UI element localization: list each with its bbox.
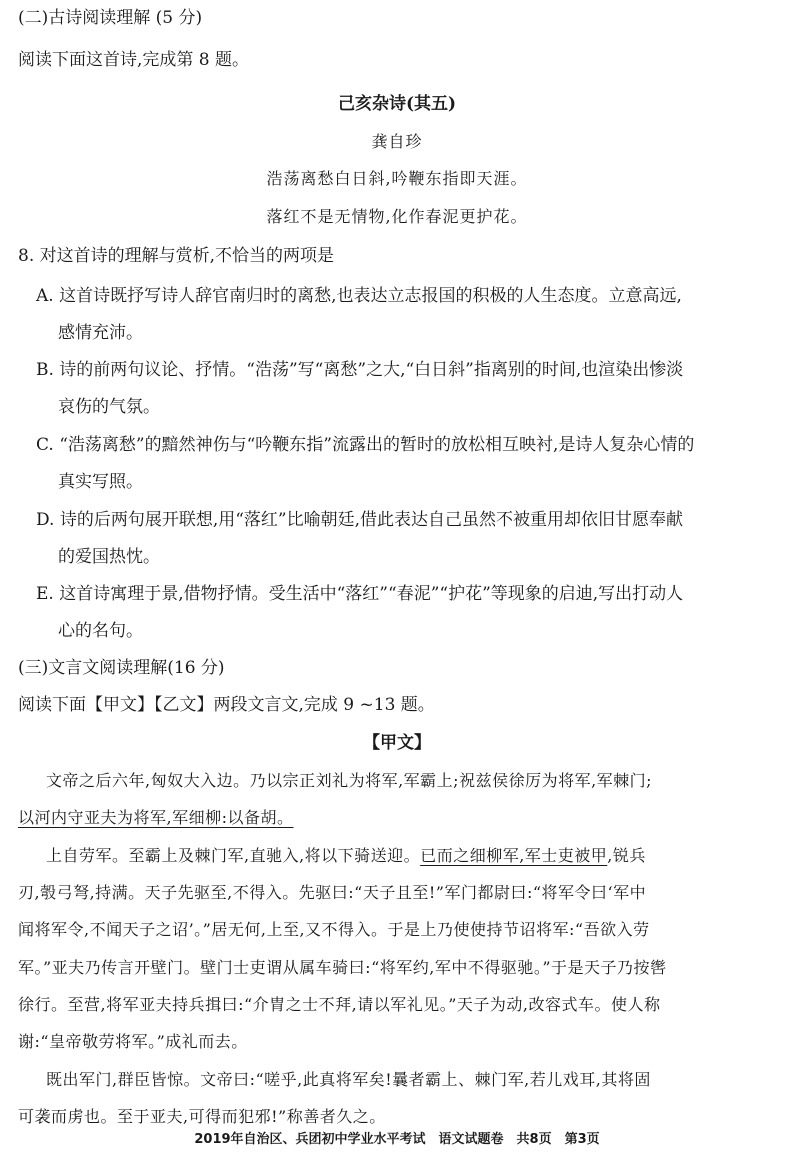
jia-p1-line-2: 以河内守亚夫为将军,军细柳:以备胡。 <box>18 808 294 827</box>
section-3-header: (三)文言文阅读理解(16 分) <box>18 658 225 678</box>
jia-p2-underlined-sentence: 已而之细柳军,军士吏被甲 <box>420 846 608 865</box>
jia-wen-title: 【甲文】 <box>363 733 431 753</box>
jia-p2-line-4: 军。”亚夫乃传言开壁门。壁门士吏谓从属车骑曰:“将军约,军中不得驱驰。”于是天子乃按辔 <box>18 958 667 977</box>
poem-author: 龚自珍 <box>371 132 423 151</box>
option-b-line-2: 哀伤的气氛。 <box>58 397 160 417</box>
jia-p2-line-5: 徐行。至营,将军亚夫持兵揖曰:“介胄之士不拜,请以军礼见。”天子为动,改容式车。使人称 <box>18 995 661 1014</box>
option-b-line-1: B. 诗的前两句议论、抒情。“浩荡”写“离愁”之大,“白日斜”指离别的时间,也渲染出惨淡 <box>36 360 684 380</box>
section-2-header: (二)古诗阅读理解 (5 分) <box>18 8 203 28</box>
jia-p2-line-1-pre: 上自劳军。至霸上及棘门军,直驰入,将以下骑送迎。 <box>46 846 421 865</box>
jia-p2-line-1-post: ,锐兵 <box>607 846 646 865</box>
poem-line-1: 浩荡离愁白日斜,吟鞭东指即天涯。 <box>266 169 528 188</box>
option-e-line-2: 心的名句。 <box>58 621 143 641</box>
option-c-line-1: C. “浩荡离愁”的黯然神伤与“吟鞭东指”流露出的暂时的放松相互映衬,是诗人复杂心情的 <box>36 435 695 455</box>
poem-line-2: 落红不是无情物,化作春泥更护花。 <box>266 207 528 226</box>
jia-p1-line-1: 文帝之后六年,匈奴大入边。乃以宗正刘礼为将军,军霸上;祝兹侯徐厉为将军,军棘门; <box>46 771 653 790</box>
option-d-line-2: 的爱国热忱。 <box>58 547 160 567</box>
question-8-stem: 8. 对这首诗的理解与赏析,不恰当的两项是 <box>18 246 335 266</box>
option-e-line-1: E. 这首诗寓理于景,借物抒情。受生活中“落红”“春泥”“护花”等现象的启迪,写出打动人 <box>36 584 684 604</box>
jia-p3-line-2: 可袭而虏也。至于亚夫,可得而犯邪!”称善者久之。 <box>18 1107 386 1126</box>
poem-title: 己亥杂诗(其五) <box>337 94 457 114</box>
option-c-line-2: 真实写照。 <box>58 472 143 492</box>
option-d-line-1: D. 诗的后两句展开联想,用“落红”比喻朝廷,借此表达自己虽然不被重用却依旧甘愿奉献 <box>36 510 684 530</box>
jia-p2-line-3: 闻将军令,不闻天子之诏’。”居无何,上至,又不得入。于是上乃使使持节诏将军:“吾欲入劳 <box>18 920 650 939</box>
jia-p2-line-1 <box>46 844 646 868</box>
section-3-instruction: 阅读下面【甲文】【乙文】两段文言文,完成 9 ~13 题。 <box>18 695 435 715</box>
section-2-instruction: 阅读下面这首诗,完成第 8 题。 <box>18 50 250 70</box>
jia-p2-line-6: 谢:“皇帝敬劳将军。”成礼而去。 <box>18 1032 248 1051</box>
option-a-line-1: A. 这首诗既抒写诗人辞官南归时的离愁,也表达立志报国的积极的人生态度。立意高远, <box>36 286 682 306</box>
option-a-line-2: 感情充沛。 <box>58 323 143 343</box>
jia-p2-line-2: 刃,彀弓弩,持满。天子先驱至,不得入。先驱曰:“天子且至!”军门都尉曰:“将军令曰‘军中 <box>18 883 647 902</box>
page-footer: 2019年自治区、兵团初中学业水平考试 语文试题卷 共8页 第3页 <box>194 1132 600 1147</box>
jia-p3-line-1: 既出军门,群臣皆惊。文帝曰:“嗟乎,此真将军矣!曩者霸上、棘门军,若儿戏耳,其将固 <box>46 1070 651 1089</box>
